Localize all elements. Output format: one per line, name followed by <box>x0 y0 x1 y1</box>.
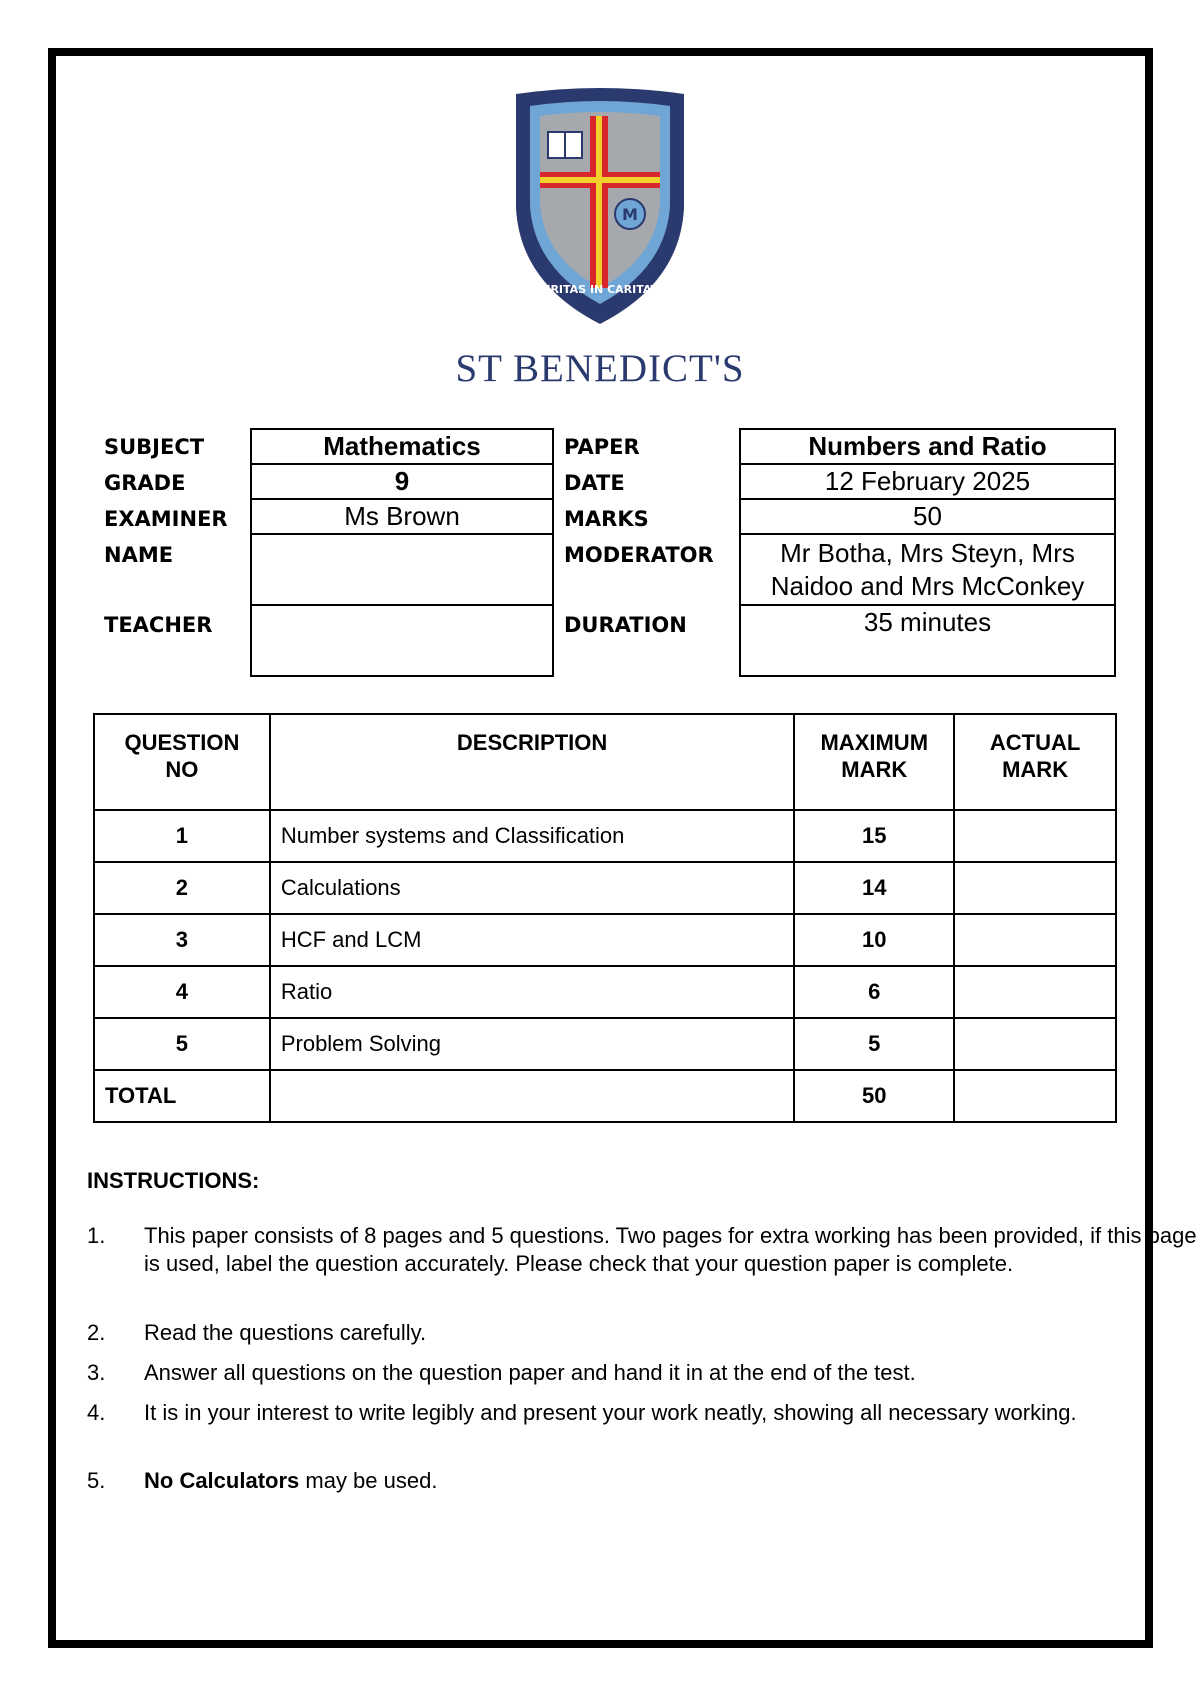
date-label: DATE <box>564 471 625 495</box>
total-actual-mark[interactable] <box>954 1070 1116 1122</box>
maximum-mark: 5 <box>794 1018 954 1070</box>
instruction-bold-text: No Calculators <box>144 1468 300 1493</box>
maximum-mark: 14 <box>794 862 954 914</box>
total-description <box>270 1070 795 1122</box>
maximum-mark: 15 <box>794 810 954 862</box>
table-header-row <box>94 714 1116 810</box>
instruction-number: 5. <box>87 1468 106 1493</box>
question-no: 5 <box>94 1018 270 1070</box>
table-row <box>94 966 1116 1018</box>
crest-motto: VERITAS IN CARITATE <box>534 283 666 296</box>
subject-value: Mathematics <box>323 431 481 461</box>
grade-label: GRADE <box>104 471 186 495</box>
paper-value: Numbers and Ratio <box>808 431 1047 461</box>
duration-value: 35 minutes <box>863 607 992 637</box>
table-row <box>94 1018 1116 1070</box>
name-label: NAME <box>104 543 174 567</box>
question-no: 1 <box>94 810 270 862</box>
total-label: TOTAL <box>94 1070 270 1122</box>
header-description: DESCRIPTION <box>270 714 795 810</box>
question-no: 3 <box>94 914 270 966</box>
header-question-no: QUESTION NO <box>94 714 270 810</box>
actual-mark[interactable] <box>954 862 1116 914</box>
paper-label: PAPER <box>564 435 640 459</box>
school-crest-logo <box>510 88 690 328</box>
instruction-text: It is in your interest to write legibly and present your work neatly, showing all necessary working. <box>144 1400 1077 1425</box>
marks-label: MARKS <box>564 507 649 531</box>
instruction-text: Answer all questions on the question paper and hand it in at the end of the test. <box>144 1360 916 1385</box>
table-row <box>94 810 1116 862</box>
question-description: Problem Solving <box>270 1018 795 1070</box>
actual-mark[interactable] <box>954 810 1116 862</box>
instruction-text: This paper consists of 8 pages and 5 questions. Two pages for extra working has been provided, if this page is used, label the question accurately. Please check that your question paper is complete. <box>144 1223 1197 1276</box>
instruction-number: 3. <box>87 1360 106 1385</box>
examiner-value: Ms Brown <box>344 501 460 531</box>
grade-value: 9 <box>394 466 410 496</box>
actual-mark[interactable] <box>954 1018 1116 1070</box>
examiner-label: EXAMINER <box>104 507 228 531</box>
maximum-mark: 6 <box>794 966 954 1018</box>
moderator-value: Mr Botha, Mrs Steyn, Mrs Naidoo and Mrs McConkey <box>770 538 1085 601</box>
svg-text:M: M <box>622 205 638 224</box>
question-no: 4 <box>94 966 270 1018</box>
question-description: HCF and LCM <box>270 914 795 966</box>
instructions-title: INSTRUCTIONS: <box>87 1168 260 1193</box>
table-row <box>94 914 1116 966</box>
school-name: ST BENEDICT'S <box>455 347 745 390</box>
marks-value: 50 <box>913 501 942 531</box>
subject-label: SUBJECT <box>104 435 205 459</box>
instruction-text: Read the questions carefully. <box>144 1320 427 1345</box>
instruction-item <box>87 1222 1197 1312</box>
instruction-number: 2. <box>87 1320 106 1345</box>
moderator-label: MODERATOR <box>564 543 714 567</box>
header-maximum-mark: MAXIMUM MARK <box>794 714 954 810</box>
question-no: 2 <box>94 862 270 914</box>
question-description: Number systems and Classification <box>270 810 795 862</box>
name-field[interactable] <box>250 533 554 606</box>
duration-label: DURATION <box>564 613 687 637</box>
question-description: Ratio <box>270 966 795 1018</box>
instruction-text <box>144 1467 1200 1495</box>
date-value: 12 February 2025 <box>824 466 1031 496</box>
teacher-field[interactable] <box>250 604 554 677</box>
question-description: Calculations <box>270 862 795 914</box>
total-maximum-mark: 50 <box>794 1070 954 1122</box>
teacher-label: TEACHER <box>104 613 213 637</box>
instruction-rest-text: may be used. <box>299 1468 438 1493</box>
table-row <box>94 862 1116 914</box>
maximum-mark: 10 <box>794 914 954 966</box>
instruction-number: 1. <box>87 1223 106 1248</box>
header-actual-mark: ACTUAL MARK <box>954 714 1116 810</box>
marks-table <box>93 713 1117 1123</box>
actual-mark[interactable] <box>954 966 1116 1018</box>
instruction-number: 4. <box>87 1400 106 1425</box>
total-row <box>94 1070 1116 1122</box>
actual-mark[interactable] <box>954 914 1116 966</box>
